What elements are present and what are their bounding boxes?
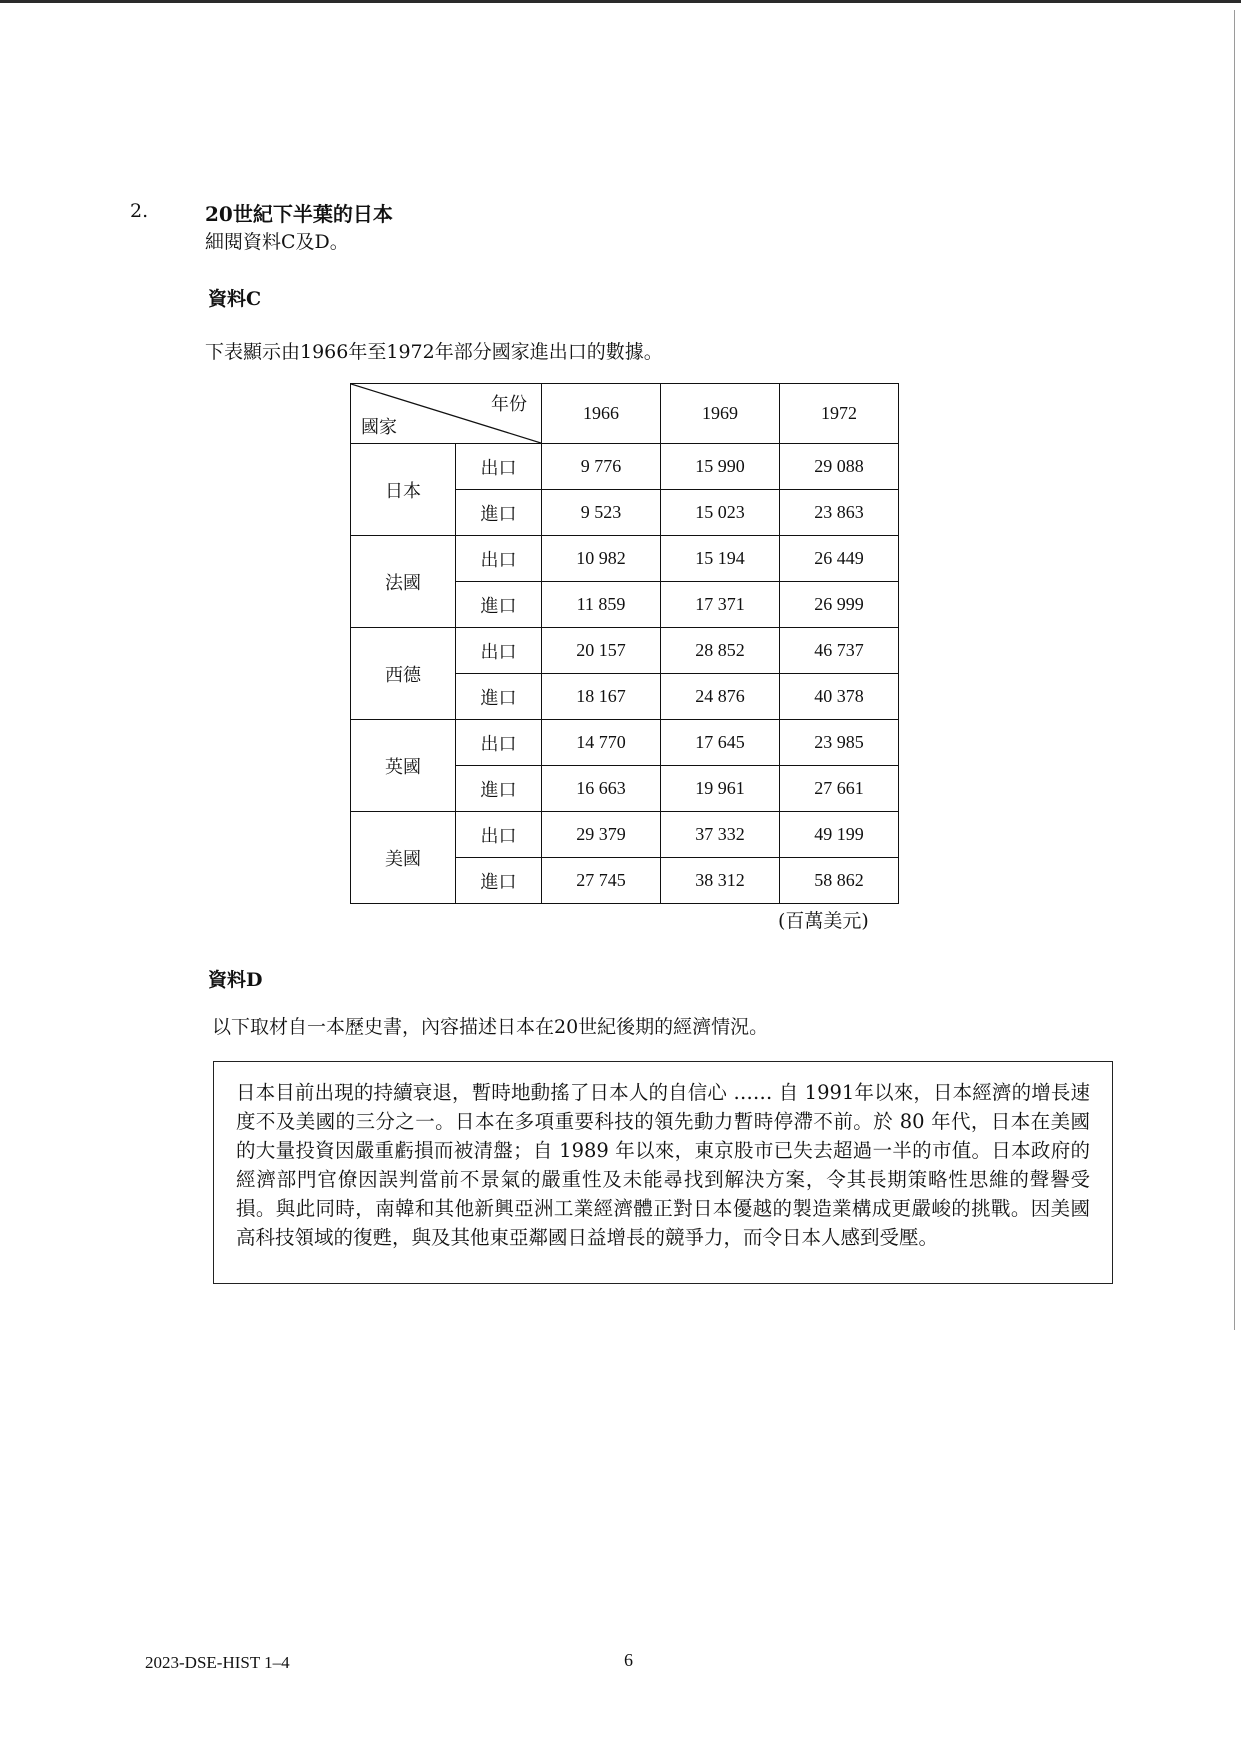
import-value-cell: 58 862 [780, 858, 899, 904]
table-corner-cell [351, 384, 542, 444]
export-value-cell: 14 770 [542, 720, 661, 766]
export-value-cell: 46 737 [780, 628, 899, 674]
export-label-cell: 出口 [456, 720, 542, 766]
import-value-cell: 27 661 [780, 766, 899, 812]
page-number: 6 [624, 1650, 633, 1670]
export-value-cell: 49 199 [780, 812, 899, 858]
table-row [351, 720, 899, 766]
import-value-cell: 27 745 [542, 858, 661, 904]
import-value-cell: 23 863 [780, 490, 899, 536]
table-row [351, 812, 899, 858]
export-value-cell: 26 449 [780, 536, 899, 582]
year-header: 1966 [542, 384, 661, 444]
export-value-cell: 28 852 [661, 628, 780, 674]
export-value-cell: 37 332 [661, 812, 780, 858]
export-value-cell: 10 982 [542, 536, 661, 582]
export-value-cell: 9 776 [542, 444, 661, 490]
country-cell: 西德 [351, 628, 456, 720]
source-d-intro: 以下取材自一本歷史書，內容描述日本在20世紀後期的經濟情況。 [212, 1016, 769, 1038]
import-value-cell: 11 859 [542, 582, 661, 628]
import-label-cell: 進口 [456, 582, 542, 628]
corner-country-label: 國家 [361, 417, 397, 437]
year-header: 1972 [780, 384, 899, 444]
import-value-cell: 9 523 [542, 490, 661, 536]
import-label-cell: 進口 [456, 766, 542, 812]
scan-edge-top [0, 0, 1241, 3]
export-value-cell: 29 379 [542, 812, 661, 858]
export-value-cell: 29 088 [780, 444, 899, 490]
export-value-cell: 15 194 [661, 536, 780, 582]
table-row [351, 628, 899, 674]
export-value-cell: 23 985 [780, 720, 899, 766]
year-header: 1969 [661, 384, 780, 444]
table-row [351, 536, 899, 582]
exam-code: 2023-DSE-HIST 1–4 [145, 1653, 290, 1672]
import-value-cell: 38 312 [661, 858, 780, 904]
question-instruction: 細閱資料C及D。 [205, 231, 349, 253]
import-value-cell: 24 876 [661, 674, 780, 720]
export-label-cell: 出口 [456, 628, 542, 674]
trade-table [350, 383, 899, 904]
country-cell: 法國 [351, 536, 456, 628]
corner-year-label: 年份 [491, 394, 527, 414]
source-c-intro: 下表顯示由1966年至1972年部分國家進出口的數據。 [205, 341, 663, 363]
import-value-cell: 15 023 [661, 490, 780, 536]
country-cell: 英國 [351, 720, 456, 812]
import-value-cell: 18 167 [542, 674, 661, 720]
table-header-row [351, 384, 899, 444]
table-row [351, 444, 899, 490]
source-d-passage: 日本目前出現的持續衰退，暫時地動搖了日本人的自信心 …… 自 1991年以來，日本經濟的增長速度不及美國的三分之一。日本在多項重要科技的領先動力暫時停滯不前。於 80 年代，日本在美國的大量投資因嚴重虧損而被清盤；自 1989 年以來，東京股市已失去超過一半的市值。日本政府的經濟部門官僚因誤判當前不景氣的嚴重性及未能尋找到解決方案，令其長期策略性思維的聲譽受損。與此同時，南韓和其他新興亞洲工業經濟體正對日本優越的製造業構成更嚴峻的挑戰。因美國高科技領域的復甦，與及其他東亞鄰國日益增長的競爭力，而令日本人感到受壓。 [213, 1061, 1113, 1284]
question-number: 2. [130, 200, 149, 222]
import-value-cell: 26 999 [780, 582, 899, 628]
import-label-cell: 進口 [456, 858, 542, 904]
import-label-cell: 進口 [456, 490, 542, 536]
export-label-cell: 出口 [456, 812, 542, 858]
question-title: 20世紀下半葉的日本 [205, 202, 393, 226]
import-value-cell: 40 378 [780, 674, 899, 720]
export-value-cell: 20 157 [542, 628, 661, 674]
import-value-cell: 19 961 [661, 766, 780, 812]
import-value-cell: 16 663 [542, 766, 661, 812]
export-label-cell: 出口 [456, 444, 542, 490]
country-cell: 美國 [351, 812, 456, 904]
export-label-cell: 出口 [456, 536, 542, 582]
source-d-heading: 資料D [208, 969, 263, 991]
export-value-cell: 17 645 [661, 720, 780, 766]
import-value-cell: 17 371 [661, 582, 780, 628]
scan-edge-right [1234, 10, 1235, 1330]
import-label-cell: 進口 [456, 674, 542, 720]
export-value-cell: 15 990 [661, 444, 780, 490]
table-unit-note: (百萬美元) [778, 910, 869, 932]
source-c-heading: 資料C [208, 288, 262, 310]
country-cell: 日本 [351, 444, 456, 536]
